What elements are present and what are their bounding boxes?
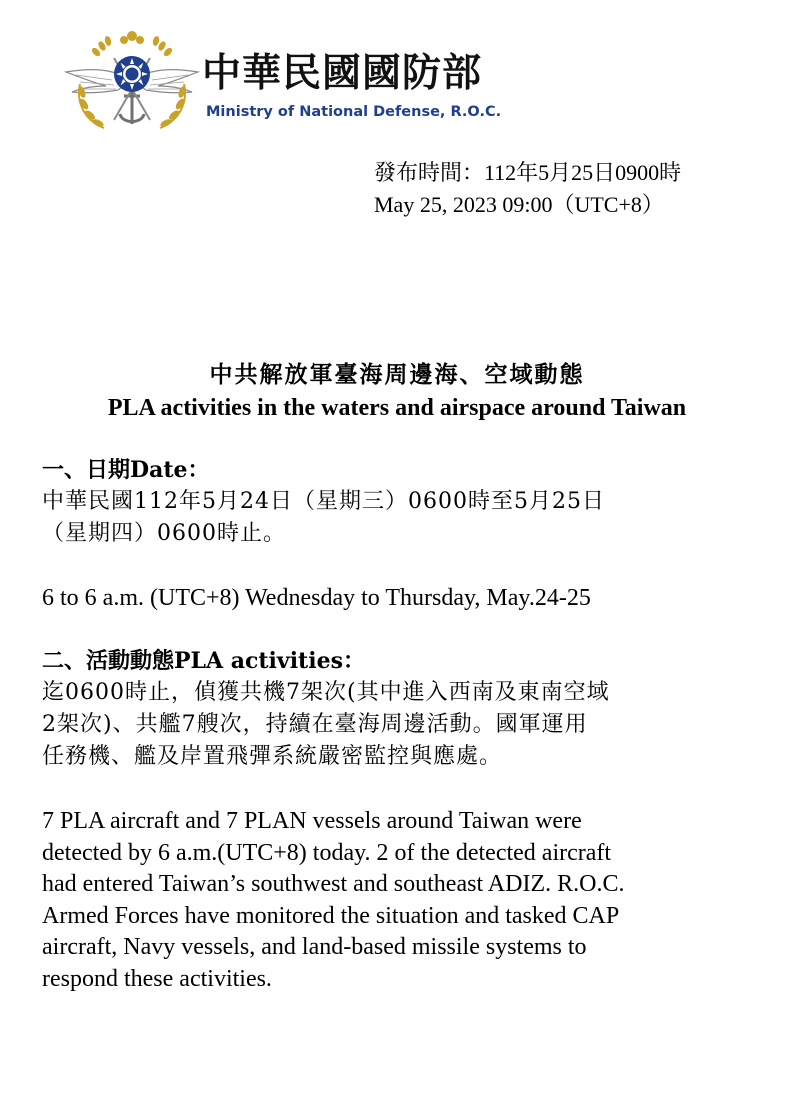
activities-text-en-line: Armed Forces have monitored the situation and tasked CAP xyxy=(42,902,620,929)
date-section xyxy=(42,454,762,615)
title-en: PLA activities in the waters and airspace around Taiwan xyxy=(107,395,687,421)
activities-text-en-line: detected by 6 a.m.(UTC+8) today. 2 of the detected aircraft xyxy=(42,839,612,866)
date-text-en: 6 to 6 a.m. (UTC+8) Wednesday to Thursday, May.24-25 xyxy=(42,585,591,611)
ministry-name-cn: 中華民國國防部 xyxy=(202,51,483,96)
date-heading: 一、日期Date： xyxy=(42,457,210,483)
document-title xyxy=(0,358,794,424)
activities-heading: 二、活動動態PLA activities： xyxy=(42,648,365,674)
date-text-cn-line: 中華民國112年5月24日（星期三）0600時至5月25日 xyxy=(42,489,605,514)
activities-text-en-line: 7 PLA aircraft and 7 PLAN vessels around Taiwan were xyxy=(42,808,582,834)
date-text-cn-line: （星期四）0600時止。 xyxy=(42,521,286,546)
release-time-cn: 發布時間：112年5月25日0900時 xyxy=(374,160,682,185)
activities-text-en-line: had entered Taiwan’s southwest and southeast ADIZ. R.O.C. xyxy=(42,871,625,897)
activities-text-en xyxy=(42,806,762,995)
activities-text-cn-line: 迄0600時止，偵獲共機7架次(其中進入西南及東南空域 xyxy=(42,680,610,705)
activities-text-cn-line: 2架次)、共艦7艘次，持續在臺海周邊活動。國軍運用 xyxy=(42,712,588,737)
activities-section xyxy=(42,645,762,995)
mnd-emblem-icon xyxy=(62,28,202,138)
activities-text-cn-line: 任務機、艦及岸置飛彈系統嚴密監控與應處。 xyxy=(42,744,503,769)
release-time xyxy=(374,157,681,221)
title-cn: 中共解放軍臺海周邊海、空域動態 xyxy=(209,361,585,388)
ministry-header xyxy=(62,28,522,140)
release-time-en: May 25, 2023 09:00（UTC+8） xyxy=(374,192,664,217)
activities-text-en-line: respond these activities. xyxy=(42,965,272,992)
activities-text-en-line: aircraft, Navy vessels, and land-based missile systems to xyxy=(42,934,587,960)
ministry-name-en: Ministry of National Defense, R.O.C. xyxy=(206,104,502,120)
